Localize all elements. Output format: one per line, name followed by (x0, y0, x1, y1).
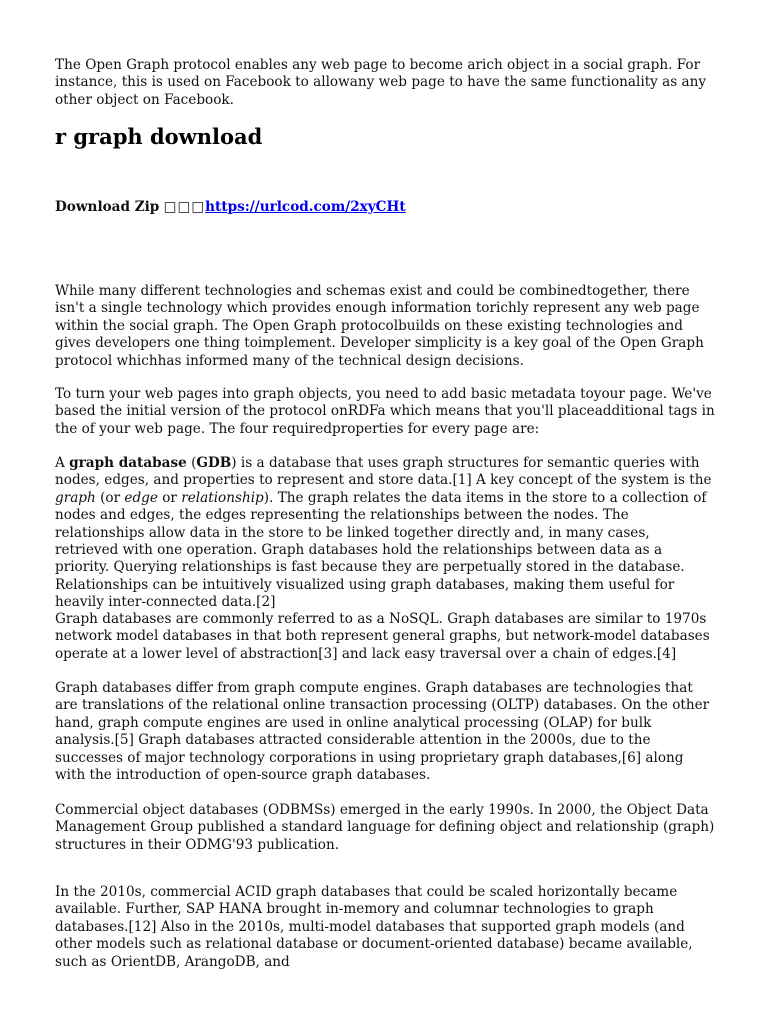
text-segment: A (55, 455, 70, 471)
term-gdb: GDB (196, 455, 232, 471)
paragraph-compute-engines: Graph databases differ from graph compute engines. Graph databases are technologies that are translations of the relational online transaction processing (OLTP) databases. On the other hand, graph compute engines are used in online analytical processing (OLAP) for bulk analysis.[5] Graph databases attracted considerable attention in the 2000s, due to the successes of major technology corporations in using proprietary graph databases,[6] along with the introduction of open-source graph databases. (55, 680, 710, 784)
page-title: r graph download (55, 124, 263, 149)
intro-paragraph: The Open Graph protocol enables any web page to become arich object in a social graph. For instance, this is used on Facebook to allowany web page to have the same functionality as any other object on Facebook. (55, 57, 707, 108)
paragraph-odbms: Commercial object databases (ODBMSs) emerged in the early 1990s. In 2000, the Object Data Management Group published a standard language for defining object and relationship (graph) structures in their ODMG'93 publication. (55, 802, 715, 853)
download-line (55, 199, 406, 216)
text-segment: (or (95, 489, 125, 506)
text-segment: ). The graph relates the data items in the store to a collection of nodes and edges, the edges representing the relationships between the nodes. The relationships allow data in the store to be linked together directly and, in many cases, retrieved with one operation. Graph databases hold the relationships between data as a priority. Querying relationships is fast because they are perpetually stored in the database. Relationships can be intuitively visualized using graph databases, making them useful for heavily inter-connected data.[2] (55, 489, 707, 611)
text-segment: ( (186, 455, 197, 471)
term-relationship: relationship (181, 489, 264, 506)
term-edge: edge (124, 489, 158, 506)
paragraph-open-graph-intro: While many different technologies and schemas exist and could be combinedtogether, there isn't a single technology which provides enough information torichly represent any web page within the social graph. The Open Graph protocolbuilds on these existing technologies and gives developers one thing toimplement. Developer simplicity is a key goal of the Open Graph protocol whichhas informed many of the technical design decisions. (55, 283, 704, 369)
text-segment: or (157, 489, 182, 506)
paragraph-2010s: In the 2010s, commercial ACID graph databases that could be scaled horizontally became available. Further, SAP HANA brought in-memory and columnar technologies to graph databases.[12] Also in the 2010s, multi-model databases that supported graph models (and other models such as relational database or document-oriented database) became available, such as OrientDB, ArangoDB, and (55, 884, 693, 970)
download-label: Download Zip (55, 199, 160, 215)
placeholder-glyphs: □□□ (163, 199, 206, 215)
term-graph-database: graph database (69, 455, 187, 471)
paragraph-graph-database-definition (55, 455, 715, 612)
download-link[interactable]: https://urlcod.com/2xyCHt (205, 199, 406, 215)
text-segment: ) is a database that uses graph structures for semantic queries with nodes, edges, and properties to represent and store data.[1] A key concept of the system is the (55, 455, 712, 489)
paragraph-nosql: Graph databases are commonly referred to as a NoSQL. Graph databases are similar to 1970s network model databases in that both represent general graphs, but network-model databases operate at a lower level of abstraction[3] and lack easy traversal over a chain of edges.[4] (55, 611, 710, 662)
paragraph-metadata: To turn your web pages into graph objects, you need to add basic metadata toyour page. We've based the initial version of the protocol onRDFa which means that you'll placeadditional tags in the of your web page. The four requiredproperties for every page are: (55, 386, 715, 437)
term-graph: graph (55, 489, 96, 506)
